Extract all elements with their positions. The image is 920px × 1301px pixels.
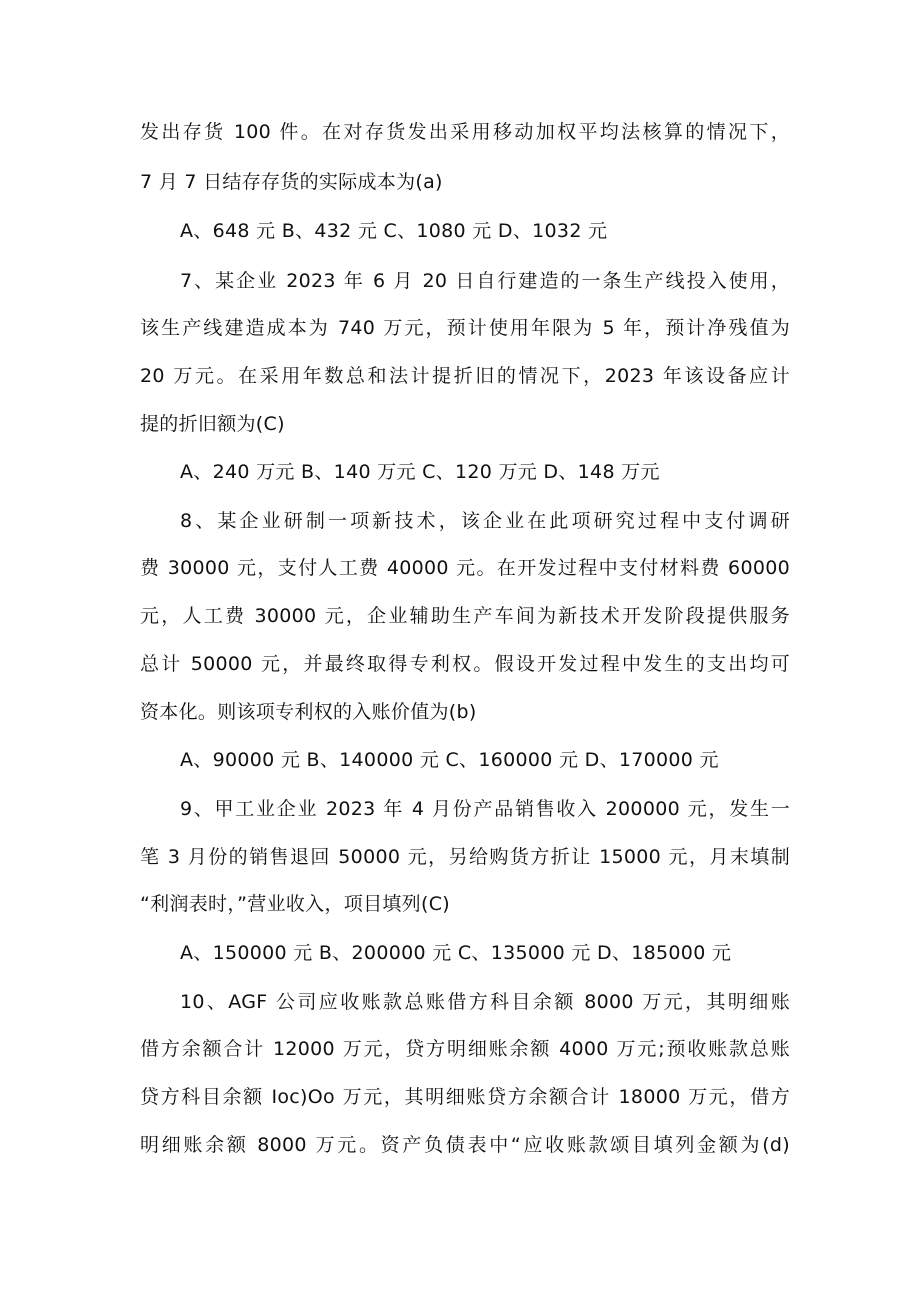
text-line: 发出存货 100 件。在对存货发出采用移动加权平均法核算的情况下， xyxy=(140,121,790,143)
text-line: “利润表时，”营业收入，项目填列(C) xyxy=(140,893,450,915)
text-line: 费 30000 元，支付人工费 40000 元。在开发过程中支付材料费 60000 xyxy=(140,557,790,579)
text-line: 总计 50000 元，并最终取得专利权。假设开发过程中发生的支出均可 xyxy=(140,653,790,675)
question-9-line: 9、甲工业企业 2023 年 4 月份产品销售收入 200000 元，发生一 xyxy=(180,798,790,820)
text-line: 笔 3 月份的销售退回 50000 元，另给购货方折让 15000 元，月末填制 xyxy=(140,846,790,868)
answer-options: A、648 元 B、432 元 C、1080 元 D、1032 元 xyxy=(180,220,608,242)
text-line: 资本化。则该项专利权的入账价值为(b) xyxy=(140,701,477,723)
answer-options: A、240 万元 B、140 万元 C、120 万元 D、148 万元 xyxy=(180,461,660,483)
question-7-line: 7、某企业 2023 年 6 月 20 日自行建造的一条生产线投入使用， xyxy=(180,270,790,292)
text-line: 20 万元。在采用年数总和法计提折旧的情况下，2023 年该设备应计 xyxy=(140,365,790,387)
answer-options: A、150000 元 B、200000 元 C、135000 元 D、185000 元 xyxy=(180,942,732,964)
text-line: 7 月 7 日结存存货的实际成本为(a) xyxy=(140,171,443,193)
question-8-line: 8、某企业研制一项新技术，该企业在此项研究过程中支付调研 xyxy=(180,510,790,532)
text-line: 提的折旧额为(C) xyxy=(140,413,285,435)
answer-options: A、90000 元 B、140000 元 C、160000 元 D、170000 元 xyxy=(180,749,719,771)
text-line: 元，人工费 30000 元，企业辅助生产车间为新技术开发阶段提供服务 xyxy=(140,605,790,627)
text-line: 该生产线建造成本为 740 万元，预计使用年限为 5 年，预计净残值为 xyxy=(140,317,790,339)
question-10-line: 10、AGF 公司应收账款总账借方科目余额 8000 万元，其明细账 xyxy=(180,991,790,1013)
text-line: 贷方科目余额 Ioc)Oo 万元，其明细账贷方余额合计 18000 万元，借方 xyxy=(140,1086,790,1108)
text-line: 借方余额合计 12000 万元，贷方明细账余额 4000 万元;预收账款总账 xyxy=(140,1038,790,1060)
text-line: 明细账余额 8000 万元。资产负债表中“应收账款颂目填列金额为(d) xyxy=(140,1134,790,1156)
